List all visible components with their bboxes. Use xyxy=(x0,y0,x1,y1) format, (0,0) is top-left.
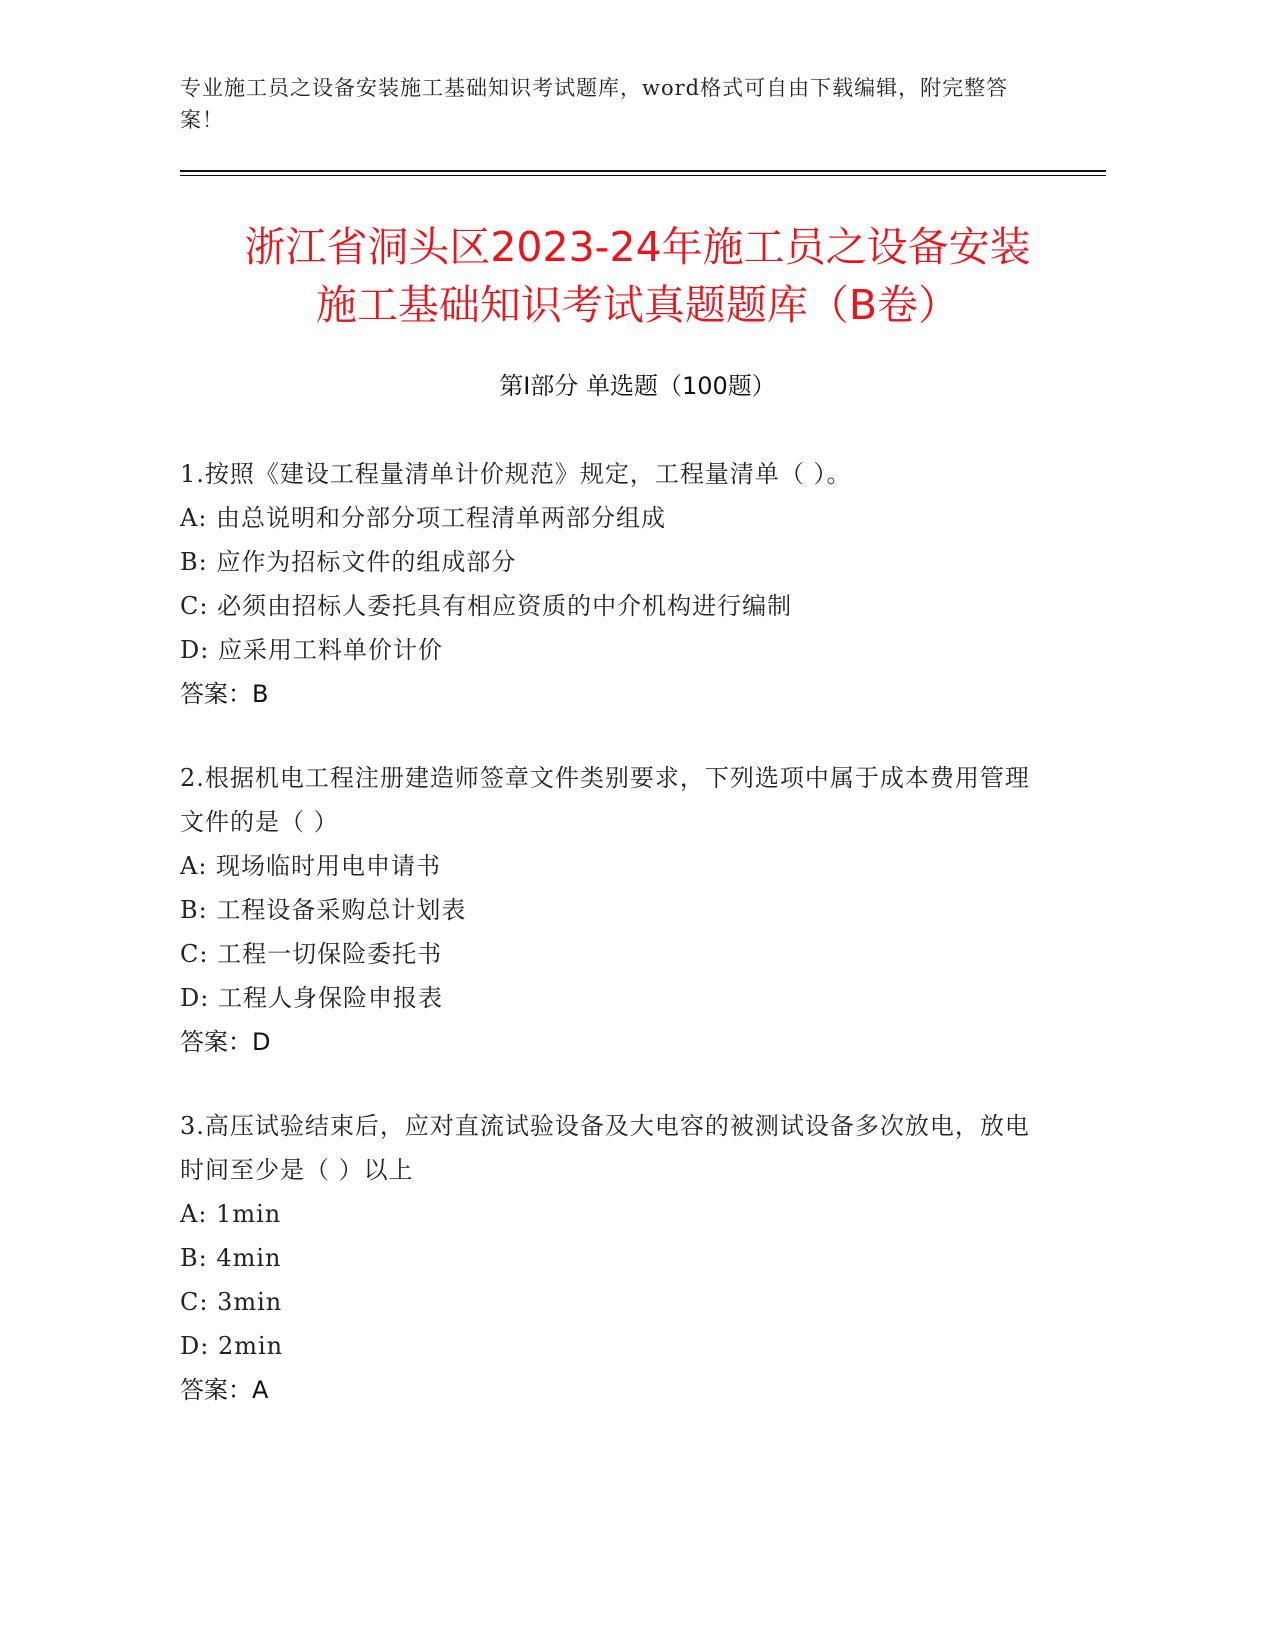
section-title: 第Ⅰ部分 单选题（100题） xyxy=(499,372,776,400)
answer: 答案：D xyxy=(180,1028,271,1056)
question-stem: 2.根据机电工程注册建造师签章文件类别要求，下列选项中属于成本费用管理文件的是（ ） xyxy=(180,764,1030,836)
option-d: D: 应采用工料单价计价 xyxy=(180,636,443,664)
answer: 答案：A xyxy=(180,1376,269,1404)
answer: 答案：B xyxy=(180,680,269,708)
question-stem: 3.高压试验结束后，应对直流试验设备及大电容的被测试设备多次放电，放电时间至少是（ ）以上 xyxy=(180,1112,1030,1184)
question-3 xyxy=(180,1104,1030,1412)
option-d: D: 2min xyxy=(180,1332,284,1360)
header-rule-thick xyxy=(180,170,1106,172)
option-c: C: 工程一切保险委托书 xyxy=(180,940,443,968)
question-2 xyxy=(180,756,1030,1064)
option-b: B: 应作为招标文件的组成部分 xyxy=(180,548,517,576)
option-b: B: 工程设备采购总计划表 xyxy=(180,896,467,924)
document-title-line-1: 浙江省洞头区2023-24年施工员之设备安装 xyxy=(244,223,1031,271)
question-1 xyxy=(180,452,1030,716)
option-c: C: 3min xyxy=(180,1288,283,1316)
document-title xyxy=(150,218,1125,334)
option-c: C: 必须由招标人委托具有相应资质的中介机构进行编制 xyxy=(180,592,793,620)
document-title-line-2: 施工基础知识考试真题题库（B卷） xyxy=(315,281,960,329)
header-rule-thin xyxy=(180,175,1106,176)
option-a: A: 1min xyxy=(180,1200,282,1228)
option-b: B: 4min xyxy=(180,1244,282,1272)
option-a: A: 现场临时用电申请书 xyxy=(180,852,442,880)
option-d: D: 工程人身保险申报表 xyxy=(180,984,443,1012)
header-note: 专业施工员之设备安装施工基础知识考试题库，word格式可自由下载编辑，附完整答案！ xyxy=(180,76,1009,132)
option-a: A: 由总说明和分部分项工程清单两部分组成 xyxy=(180,504,667,532)
question-list xyxy=(180,452,1030,1452)
question-stem: 1.按照《建设工程量清单计价规范》规定，工程量清单（ ）。 xyxy=(180,460,852,488)
